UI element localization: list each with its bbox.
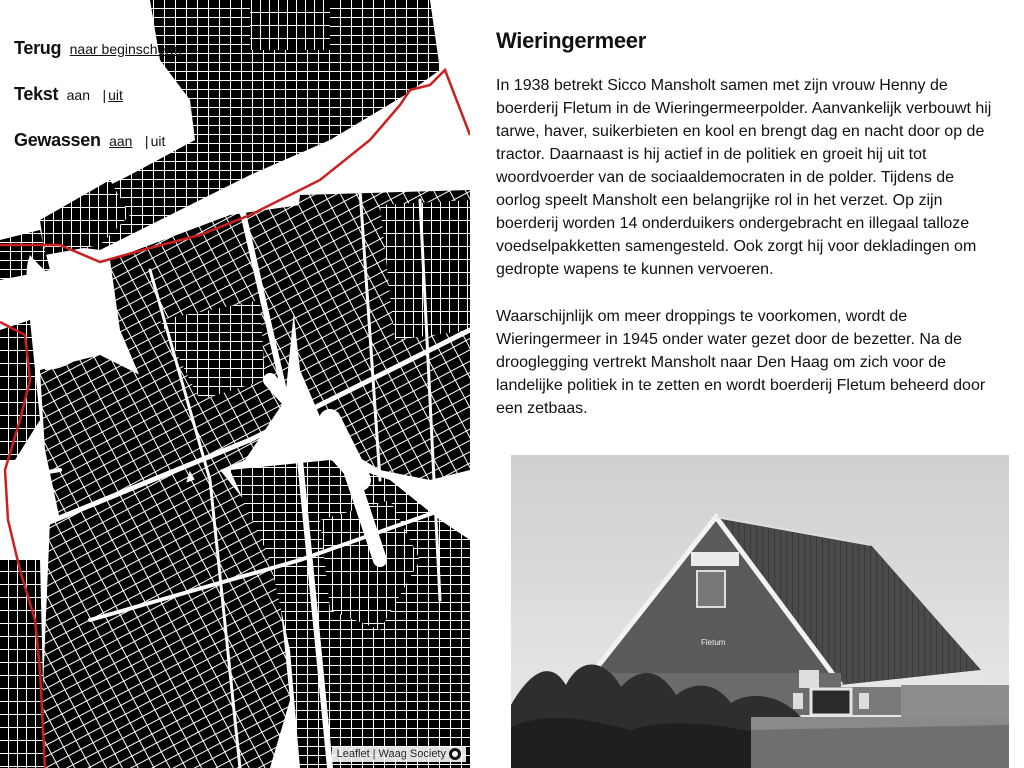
crops-toggle-separator: | [144,133,149,149]
back-control [14,38,204,84]
crops-toggle [14,130,204,176]
article-paragraph-1: In 1938 betrekt Sicco Mansholt samen met zijn vrouw Henny de boerderij Fletum in de Wieringermeerpolder. Aanvankelijk verbouwt hij tarwe, haver, suikerbieten en kool en brengt dag en nacht door op de tractor. Daarnaast is hij actief in de politiek en groeit hij uit tot woordvoerder van de sociaaldemocraten in de polder. Tijdens de oorlog speelt Mansholt een belangrijke rol in het verzet. Op zijn boerderij worden 14 onderduikers ondergebracht en illegaal talloze voedselpakketten samengesteld. Ook zorgt hij voor dekladingen om gedropte wapens te kunnen vervoeren. [496,77,992,278]
arrow-left-icon[interactable]: ← [190,41,205,57]
map-attribution [332,746,466,762]
text-off-link[interactable]: uit [108,87,123,103]
waag-logo-icon [449,748,461,760]
water-inlet [27,255,110,370]
text-toggle [14,84,204,130]
article-title: Wieringermeer [496,28,646,53]
farm-photo-illustration [511,455,1009,768]
waag-society-link[interactable]: Waag Society [378,748,446,760]
text-toggle-title: Tekst [14,84,59,104]
crops-toggle-title: Gewassen [14,130,101,150]
article-paragraph-2: Waarschijnlijk om meer droppings te voorkomen, wordt de Wieringermeer in 1945 onder water gezet door de bezetter. Na de drooglegging vertrekt Mansholt naar Den Haag om zich voor de landelijke politiek in te zetten en wordt boerderij Fletum beheerd door een zetbaas. [496,308,986,417]
leaflet-link[interactable]: Leaflet [336,748,370,760]
crops-off-option: uit [150,133,166,149]
farm-sign-text: Fletum [701,638,726,647]
farm-photo [511,455,1009,768]
back-to-start-link[interactable]: naar beginscherm [69,41,182,57]
map-controls [14,38,204,176]
attribution-separator: | [372,748,376,760]
text-toggle-separator: | [102,87,107,103]
text-on-option: aan [66,87,90,103]
back-title: Terug [14,38,62,58]
article [496,28,996,444]
crops-on-link[interactable]: aan [109,133,133,149]
map[interactable] [0,0,470,768]
